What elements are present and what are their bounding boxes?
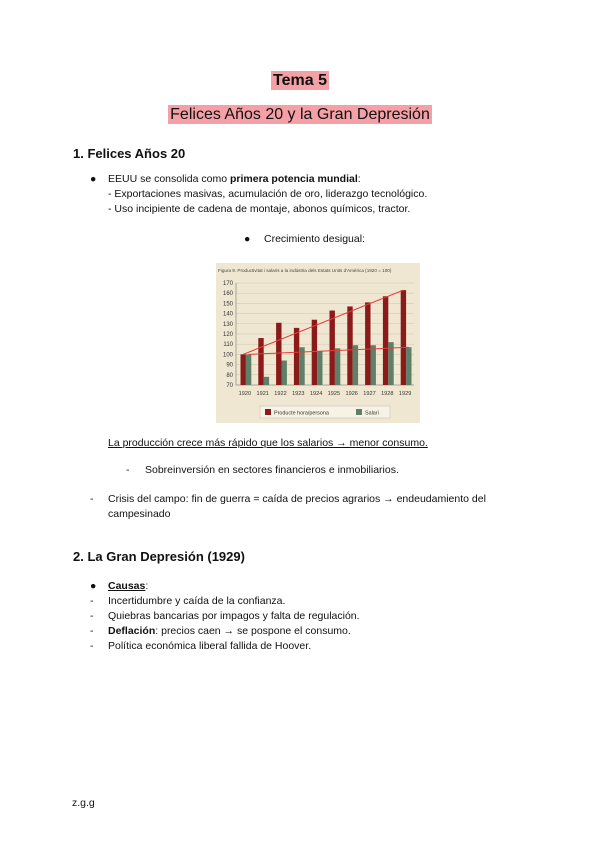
dash-marker: - (90, 493, 94, 505)
bar-product (258, 338, 263, 385)
intro-line: EEUU se consolida como primera potencia mundial: (108, 173, 361, 185)
y-tick-label: 160 (222, 291, 233, 298)
bullet-dot: ● (90, 580, 97, 592)
bar-product (401, 290, 406, 385)
page-subtitle: Felices Años 20 y la Gran Depresión (170, 106, 430, 123)
bar-salary (299, 347, 304, 385)
bar-product (312, 320, 317, 385)
bar-product (276, 323, 281, 385)
bar-salary (264, 377, 269, 385)
conclusion-line: La producción crece más rápido que los salarios → menor consumo. (108, 437, 428, 449)
y-tick-label: 140 (222, 311, 233, 318)
x-tick-label: 1928 (381, 391, 394, 397)
cause-item-1: Incertidumbre y caída de la confianza. (108, 595, 286, 607)
intro-detail-1: - Exportaciones masivas, acumulación de oro, liderazgo tecnológico. (108, 188, 428, 200)
y-tick-label: 70 (226, 383, 233, 389)
y-tick-label: 80 (226, 372, 233, 379)
x-tick-label: 1925 (327, 391, 341, 397)
x-tick-label: 1920 (238, 391, 252, 397)
dash-marker: - (90, 595, 94, 607)
bar-product (330, 311, 335, 385)
causes-label: Causas: (108, 580, 149, 592)
growth-label: Crecimiento desigual: (264, 233, 365, 245)
y-tick-label: 130 (222, 321, 233, 328)
productivity-salary-chart (216, 263, 420, 423)
y-tick-label: 110 (223, 342, 233, 349)
dash-marker: - (126, 464, 130, 476)
x-tick-label: 1924 (309, 391, 323, 397)
x-tick-label: 1922 (274, 391, 287, 397)
dash-marker: - (90, 610, 94, 622)
legend-swatch-product (265, 409, 271, 415)
bar-salary (371, 345, 376, 385)
crisis-line-1: Crisis del campo: fin de guerra = caída de precios agrarios → endeudamiento del (108, 493, 486, 505)
sub-item: Sobreinversión en sectores financieros e inmobiliarios. (145, 464, 399, 476)
y-tick-label: 170 (222, 281, 233, 287)
bar-product (383, 296, 388, 385)
cause-item-3: Deflación: precios caen → se pospone el consumo. (108, 625, 351, 637)
bar-product (294, 328, 299, 385)
bar-salary (353, 345, 358, 385)
bar-salary (335, 348, 340, 385)
y-tick-label: 120 (222, 332, 233, 338)
y-tick-label: 100 (222, 352, 233, 359)
cause-item-4: Política económica liberal fallida de Hoover. (108, 640, 312, 652)
bar-product (241, 354, 246, 385)
bar-salary (282, 361, 287, 385)
chart-title: Figura 9. Productivitat i salaris a la indústria dels Estats Units d'Amèrica (1920 = 100) (218, 268, 392, 273)
legend-swatch-salary (356, 409, 362, 415)
legend-label-salary: Salari (365, 410, 379, 417)
cause-item-2: Quiebras bancarias por impagos y falta de regulación. (108, 610, 360, 622)
section1-heading: 1. Felices Años 20 (73, 146, 186, 161)
x-tick-label: 1923 (292, 391, 305, 397)
x-tick-label: 1929 (398, 391, 412, 397)
y-tick-label: 90 (226, 362, 233, 369)
crisis-line-2: campesinado (108, 508, 171, 520)
x-tick-label: 1926 (345, 391, 358, 397)
trend-line-product (243, 290, 403, 354)
chart-canvas (216, 263, 420, 423)
page-title: Tema 5 (273, 72, 327, 89)
section2-heading: 2. La Gran Depresión (1929) (73, 549, 245, 564)
y-tick-label: 150 (222, 301, 233, 308)
bar-salary (246, 354, 251, 385)
bar-product (365, 302, 370, 385)
x-tick-label: 1927 (363, 391, 376, 397)
x-tick-label: 1921 (256, 391, 269, 397)
bullet-dot: ● (90, 173, 97, 185)
dash-marker: - (90, 625, 94, 637)
bar-salary (317, 351, 322, 385)
bullet-dot: ● (244, 233, 251, 245)
bar-salary (406, 347, 411, 385)
bar-product (347, 306, 352, 385)
footer-initials: z.g.g (72, 797, 95, 809)
legend-label-product: Producte hora/persona (274, 410, 329, 417)
dash-marker: - (90, 640, 94, 652)
intro-detail-2: - Uso incipiente de cadena de montaje, abonos químicos, tractor. (108, 203, 411, 215)
